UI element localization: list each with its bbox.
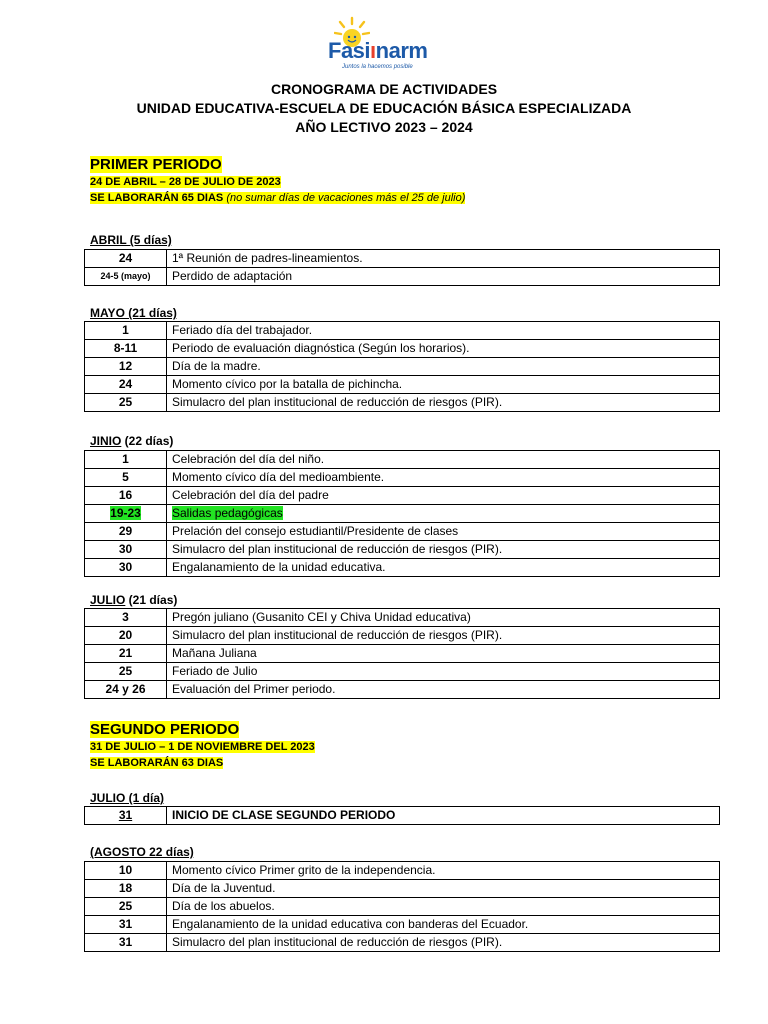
date-cell: 1 [85, 322, 167, 340]
date-cell: 31 [85, 807, 167, 825]
table-row [85, 559, 720, 577]
period-1-dates: 24 DE ABRIL – 28 DE JULIO DE 2023 [90, 176, 281, 188]
date-cell: 19-23 [85, 505, 167, 523]
date-cell: 8-11 [85, 340, 167, 358]
date-cell: 10 [85, 862, 167, 880]
date-cell: 29 [85, 523, 167, 541]
event-cell: Día de la madre. [167, 358, 720, 376]
table-row [85, 880, 720, 898]
event-cell: Celebración del día del niño. [167, 451, 720, 469]
event-cell: Momento cívico día del medioambiente. [167, 469, 720, 487]
july-2-table [84, 806, 720, 825]
month-june-label: JINIO (22 días) [90, 434, 174, 448]
month-july-2-label: JULIO (1 día) [90, 791, 165, 805]
event-cell: Salidas pedagógicas [167, 505, 720, 523]
period-2-days: SE LABORARÁN 63 DIAS [90, 757, 224, 769]
month-may-label: MAYO (21 días) [90, 306, 177, 320]
date-cell: 18 [85, 880, 167, 898]
date-cell: 24 [85, 376, 167, 394]
date-cell: 16 [85, 487, 167, 505]
event-cell: Simulacro del plan institucional de reducción de riesgos (PIR). [167, 627, 720, 645]
date-cell: 20 [85, 627, 167, 645]
april-table [84, 249, 720, 286]
table-row [85, 394, 720, 412]
table-row [85, 862, 720, 880]
event-cell: Simulacro del plan institucional de reducción de riesgos (PIR). [167, 934, 720, 952]
event-cell: 1ª Reunión de padres-lineamientos. [167, 250, 720, 268]
title-line-3: AÑO LECTIVO 2023 – 2024 [295, 119, 473, 135]
table-row [85, 268, 720, 286]
date-cell: 12 [85, 358, 167, 376]
date-cell: 3 [85, 609, 167, 627]
table-row [85, 663, 720, 681]
date-cell: 31 [85, 934, 167, 952]
table-row [85, 934, 720, 952]
event-cell: Día de los abuelos. [167, 898, 720, 916]
event-cell: Mañana Juliana [167, 645, 720, 663]
table-row [85, 451, 720, 469]
table-row [85, 505, 720, 523]
date-cell: 24 y 26 [85, 681, 167, 699]
date-cell: 1 [85, 451, 167, 469]
month-july-label: JULIO (21 días) [90, 593, 178, 607]
logo-wordmark: Fasiınarm [328, 38, 428, 63]
event-cell: INICIO DE CLASE SEGUNDO PERIODO [167, 807, 720, 825]
june-table [84, 450, 720, 577]
title-line-1: CRONOGRAMA DE ACTIVIDADES [270, 81, 498, 97]
table-row [85, 609, 720, 627]
table-row [85, 681, 720, 699]
month-april-label: ABRIL (5 días) [90, 233, 172, 247]
event-cell: Momento cívico Primer grito de la independencia. [167, 862, 720, 880]
date-cell: 25 [85, 394, 167, 412]
event-cell: Feriado día del trabajador. [167, 322, 720, 340]
title-line-2: UNIDAD EDUCATIVA-ESCUELA DE EDUCACIÓN BÁSICA ESPECIALIZADA [136, 100, 632, 116]
event-cell: Engalanamiento de la unidad educativa con banderas del Ecuador. [167, 916, 720, 934]
table-row [85, 487, 720, 505]
may-table [84, 321, 720, 412]
table-row [85, 340, 720, 358]
date-cell: 30 [85, 559, 167, 577]
event-cell: Simulacro del plan institucional de reducción de riesgos (PIR). [167, 394, 720, 412]
table-row [85, 322, 720, 340]
date-cell: 21 [85, 645, 167, 663]
event-cell: Engalanamiento de la unidad educativa. [167, 559, 720, 577]
july-table [84, 608, 720, 699]
institution-logo [328, 14, 442, 76]
table-row [85, 541, 720, 559]
table-row [85, 469, 720, 487]
period-2-title: SEGUNDO PERIODO [90, 721, 240, 738]
period-1-title: PRIMER PERIODO [90, 156, 222, 173]
document-title [0, 80, 768, 137]
month-august-label: (AGOSTO 22 días) [90, 845, 194, 859]
event-cell: Pregón juliano (Gusanito CEI y Chiva Unidad educativa) [167, 609, 720, 627]
date-cell: 30 [85, 541, 167, 559]
table-row [85, 645, 720, 663]
table-row [85, 250, 720, 268]
table-row [85, 358, 720, 376]
period-2-dates: 31 DE JULIO – 1 DE NOVIEMBRE DEL 2023 [90, 741, 315, 753]
logo-tagline: Juntos la hacemos posible [342, 64, 413, 70]
table-row [85, 627, 720, 645]
event-cell: Simulacro del plan institucional de reducción de riesgos (PIR). [167, 541, 720, 559]
event-cell: Perdido de adaptación [167, 268, 720, 286]
date-cell: 5 [85, 469, 167, 487]
event-cell: Periodo de evaluación diagnóstica (Según los horarios). [167, 340, 720, 358]
table-row [85, 523, 720, 541]
date-cell: 25 [85, 898, 167, 916]
table-row [85, 916, 720, 934]
table-row [85, 898, 720, 916]
date-cell: 24 [85, 250, 167, 268]
date-cell: 24-5 (mayo) [85, 268, 167, 286]
date-cell: 25 [85, 663, 167, 681]
august-table [84, 861, 720, 952]
period-1-days: SE LABORARÁN 65 DIAS (no sumar días de vacaciones más el 25 de julio) [90, 192, 466, 204]
event-cell: Feriado de Julio [167, 663, 720, 681]
event-cell: Evaluación del Primer periodo. [167, 681, 720, 699]
event-cell: Prelación del consejo estudiantil/Presidente de clases [167, 523, 720, 541]
event-cell: Día de la Juventud. [167, 880, 720, 898]
event-cell: Momento cívico por la batalla de pichincha. [167, 376, 720, 394]
date-cell: 31 [85, 916, 167, 934]
table-row [85, 376, 720, 394]
table-row [85, 807, 720, 825]
event-cell: Celebración del día del padre [167, 487, 720, 505]
